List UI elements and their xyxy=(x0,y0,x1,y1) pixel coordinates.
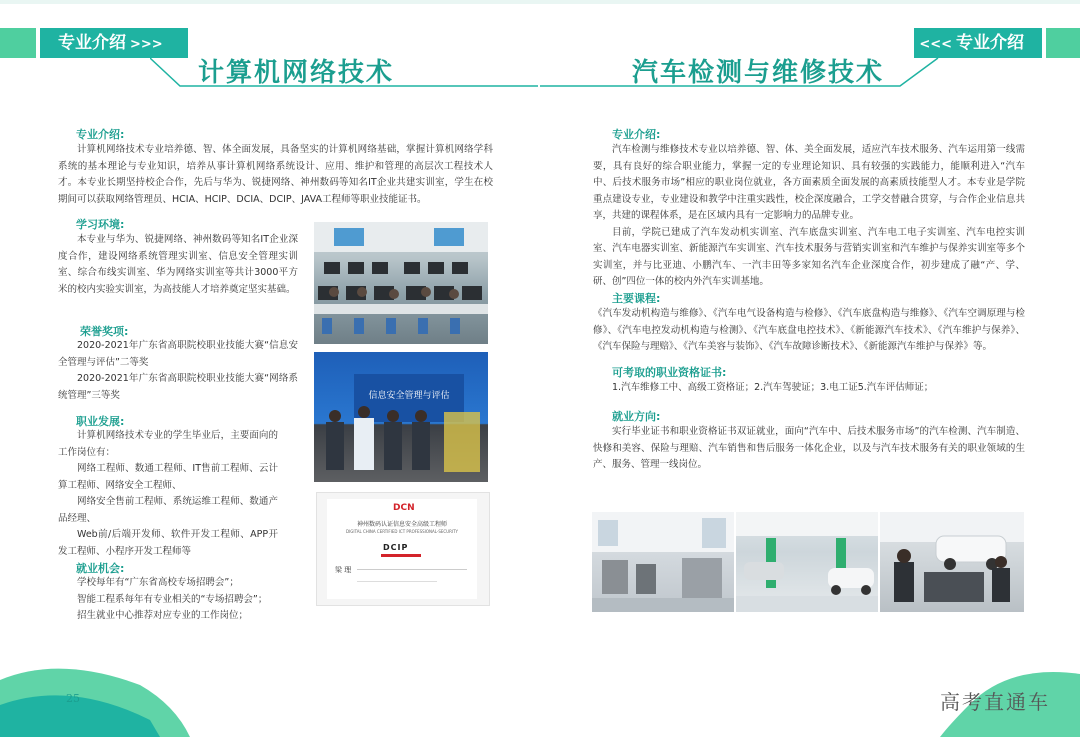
right-direction-text: 实行毕业证书和职业资格证书双证就业，面向“汽车中、后技术服务市场”的汽车检测、汽车制造、快修和美容、保险与理赔、汽车销售和售后服务一体化企业，以及与汽车技术服务有关的职业领域的生产、服务、管理一线岗位。 xyxy=(593,426,1025,470)
page-number: 25 xyxy=(66,692,80,705)
career-line: 网络安全售前工程师、系统运维工程师、数通产品经理、 xyxy=(58,496,278,524)
left-tab-label: 专业介绍 xyxy=(58,33,126,53)
right-intro-p1: 汽车检测与维修技术专业以培养德、智、体、美全面发展，适应汽车技术服务、汽车运用第一线需要，具有良好的综合职业能力，掌握一定的专业理论知识、具有较强的实践能力，能顺利进入“汽车中、后技术服务市场”相应的职业岗位就业，各方面素质全面发展的高素质技能型人才。本专业是学院重点建设专业，专业建设和教学中注重实践性，校企深度融合，工学交替融合贯穿，与合作企业信息共享，共建的课程体系，是在区域内具有一定影响力的品牌专业。 xyxy=(593,144,1025,221)
certificate-subtitle: DIGITAL CHINA CERTIFIED ICT PROFESSIONAL-SECURITY xyxy=(346,529,458,534)
certificate-card xyxy=(327,499,477,599)
watermark-text: 高考直通车 xyxy=(940,690,1050,714)
career-line: 网络工程师、数通工程师、IT售前工程师、云计算工程师、网络安全工程师、 xyxy=(58,463,278,491)
jobs-line: 招生就业中心推荐对应专业的工作岗位； xyxy=(77,610,249,621)
left-career-heading: 职业发展: xyxy=(76,415,125,428)
jobs-line: 学校每年有“广东省高校专场招聘会”； xyxy=(77,577,239,588)
car-training-hall-photo xyxy=(736,512,878,612)
left-section-tab xyxy=(40,28,188,58)
left-jobs-heading: 就业机会: xyxy=(76,562,125,575)
right-intro-p2: 目前，学院已建成了汽车发动机实训室、汽车底盘实训室、汽车电工电子实训室、汽车电控实训室、汽车电器实训室、新能源汽车实训室、汽车技术服务与营销实训室和汽车维护与保养实训室等多个实训室，并与比亚迪、小鹏汽车、一汽丰田等多家知名汽车企业深度合作，初步建成了融“产、学、研、创”四位一体的校内外汽车实训基地。 xyxy=(593,226,1025,287)
top-stripe xyxy=(0,0,1080,4)
right-section-tab xyxy=(914,28,1042,58)
left-page-title: 计算机网络技术 xyxy=(198,58,395,88)
computer-lab-illustration xyxy=(314,222,488,344)
right-tab-arrows: <<< xyxy=(919,37,952,52)
left-career-text xyxy=(58,428,278,560)
banner-text: 信息安全管理与评估 xyxy=(368,391,450,401)
competition-illustration xyxy=(314,352,488,482)
right-certs-heading: 可考取的职业资格证书: xyxy=(612,366,727,379)
left-honors-heading: 荣誉奖项: xyxy=(80,325,129,338)
left-intro-heading: 专业介绍: xyxy=(76,128,125,141)
right-certs-text: 1.汽车维修工中、高级工资格证；2.汽车驾驶证；3.电工证5.汽车评估师证； xyxy=(612,382,934,393)
right-intro-text xyxy=(593,142,1025,291)
honor-item: 2020-2021年广东省高职院校职业技能大赛“信息安全管理与评估”二等奖 xyxy=(58,340,298,368)
certificate-badge-bar xyxy=(381,554,421,557)
career-line: Web前/后端开发师、软件开发工程师、APP开发工程师、小程序开发工程师等 xyxy=(58,529,278,557)
left-jobs-text xyxy=(58,575,298,625)
competition-award-photo xyxy=(314,352,488,482)
right-courses-heading: 主要课程: xyxy=(612,292,661,305)
right-courses-text: 《汽车发动机构造与维修》、《汽车电气设备构造与检修》、《汽车底盘构造与维修》、《汽车空调原理与检修》、《汽车电控发动机构造与检测》、《汽车底盘电控技术》、《新能源汽车技术》、《汽车维护与保养》、《汽车保险与理赔》、《汽车美容与装饰》、《汽车故障诊断技术》、《新能源汽车维护与保养》等。 xyxy=(593,308,1025,352)
right-intro-heading: 专业介绍: xyxy=(612,128,661,141)
workshop-illustration xyxy=(592,512,734,612)
left-env-text: 本专业与华为、锐捷网络、神州数码等知名IT企业深度合作，建设网络系统管理实训室、信息安全管理实训室、综合布线实训室、华为网络实训室等共计3000平方米的校内实验实训室，为高技能人才培养奠定坚实基础。 xyxy=(58,234,298,295)
right-tab-label: 专业介绍 xyxy=(956,33,1024,53)
workshop-photo xyxy=(592,512,734,612)
certificate-badge: DCIP xyxy=(383,543,409,552)
left-tab-arrows: >>> xyxy=(130,37,163,52)
car-hall-illustration xyxy=(736,512,878,612)
car-repair-practice-photo xyxy=(880,512,1024,612)
certificate-name: 梁 理 xyxy=(335,566,352,574)
computer-lab-photo xyxy=(314,222,488,344)
career-line: 计算机网络技术专业的学生毕业后，主要面向的工作岗位有： xyxy=(58,430,278,458)
car-repair-illustration xyxy=(880,512,1024,612)
certificate-brand: DCN xyxy=(393,503,415,513)
left-intro-text: 计算机网络技术专业培养德、智、体全面发展，具备坚实的计算机网络基础，掌握计算机网络学科系统的基本理论与专业知识，培养从事计算机网络系统设计、应用、维护和管理的高层次工程技术人才。本专业长期坚持校企合作，先后与华为、锐捷网络、神州数码等知名IT企业共建实训室，学生在校期间可以获取网络管理员、HCIA、HCIP、DCIA、DCIP、JAVA工程师等职业技能证书。 xyxy=(58,144,493,205)
certificate-title: 神州数码认证信息安全高级工程师 xyxy=(356,521,447,528)
certificate-line xyxy=(357,581,437,582)
left-env-heading: 学习环境: xyxy=(76,218,125,231)
certificate-line xyxy=(357,569,467,570)
honor-item: 2020-2021年广东省高职院校职业技能大赛“网络系统管理”三等奖 xyxy=(58,373,298,401)
right-page-title: 汽车检测与维修技术 xyxy=(632,58,885,88)
bottom-left-wave-decoration xyxy=(0,650,190,737)
left-honors-list xyxy=(58,338,298,404)
jobs-line: 智能工程系每年有专业相关的“专场招聘会”； xyxy=(77,593,268,605)
certificate-photo xyxy=(316,492,490,606)
right-direction-heading: 就业方向: xyxy=(612,410,661,423)
